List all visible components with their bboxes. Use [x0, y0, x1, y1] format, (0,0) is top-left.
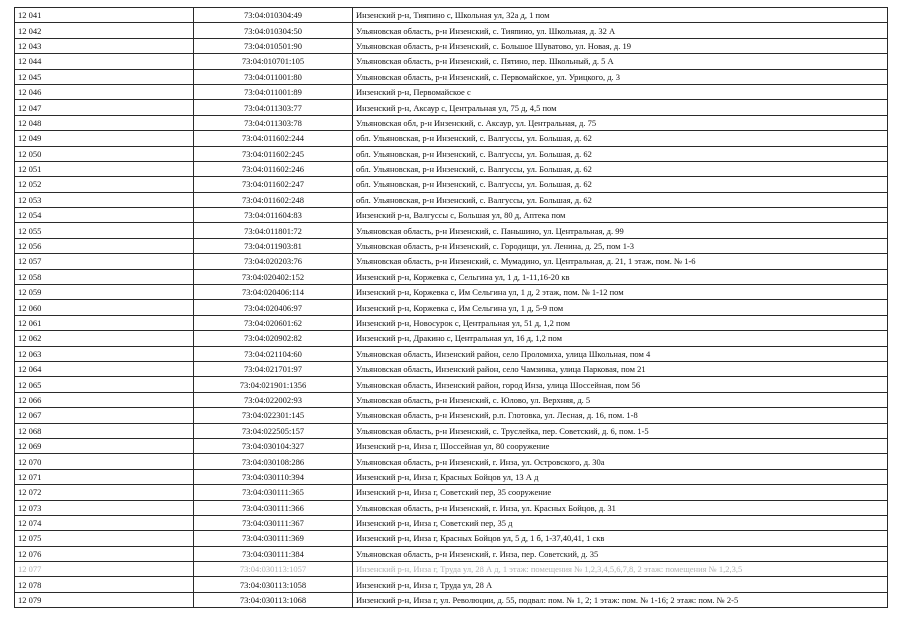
table-row — [15, 146, 888, 161]
cadastral-number-cell: 73:04:011602:248 — [194, 192, 353, 207]
row-number-cell: 12 055 — [15, 223, 194, 238]
cadastral-number-cell: 73:04:011602:246 — [194, 161, 353, 176]
cadastral-number-cell: 73:04:030104:327 — [194, 438, 353, 453]
table-row — [15, 423, 888, 438]
address-cell: Ульяновская область, р-н Инзенский, с. Труслейка, пер. Советский, д. 6, пом. 1-5 — [353, 423, 888, 438]
address-cell: Ульяновская область, р-н Инзенский, с. Мумадино, ул. Центральная, д. 21, 1 этаж, пом. № 1-6 — [353, 254, 888, 269]
cadastral-number-cell: 73:04:030111:365 — [194, 485, 353, 500]
cadastral-number-cell: 73:04:020203:76 — [194, 254, 353, 269]
address-cell: Инзенский р-н, Аксаур с, Центральная ул, 75 д, 4,5 пом — [353, 100, 888, 115]
address-cell: Ульяновская область, Инзенский район, село Проломиха, улица Школьная, пом 4 — [353, 346, 888, 361]
row-number-cell: 12 068 — [15, 423, 194, 438]
table-row — [15, 115, 888, 130]
cadastral-number-cell: 73:04:010701:105 — [194, 54, 353, 69]
address-cell: Инзенский р-н, Инза г, ул. Революции, д. 55, подвал: пом. № 1, 2; 1 этаж: пом. № 1-16; 2 этаж: пом. № 2-5 — [353, 592, 888, 607]
row-number-cell: 12 051 — [15, 161, 194, 176]
cadastral-number-cell: 73:04:011001:89 — [194, 84, 353, 99]
address-cell: обл. Ульяновская, р-н Инзенский, с. Валгуссы, ул. Большая, д. 62 — [353, 146, 888, 161]
row-number-cell: 12 074 — [15, 515, 194, 530]
address-cell: Инзенский р-н, Инза г, Труда ул, 28 А — [353, 577, 888, 592]
row-number-cell: 12 061 — [15, 315, 194, 330]
table-row — [15, 177, 888, 192]
cadastral-number-cell: 73:04:030110:394 — [194, 469, 353, 484]
address-cell: Ульяновская область, р-н Инзенский, с. Большое Шуватово, ул. Новая, д. 19 — [353, 38, 888, 53]
cadastral-number-cell: 73:04:022505:157 — [194, 423, 353, 438]
table-row — [15, 531, 888, 546]
row-number-cell: 12 078 — [15, 577, 194, 592]
row-number-cell: 12 043 — [15, 38, 194, 53]
row-number-cell: 12 054 — [15, 208, 194, 223]
address-cell: Ульяновская область, р-н Инзенский, с. Паньшино, ул. Центральная, д. 99 — [353, 223, 888, 238]
table-row — [15, 562, 888, 577]
cadastral-number-cell: 73:04:021901:1356 — [194, 377, 353, 392]
address-cell: Инзенский р-н, Инза г, Красных Бойцов ул, 5 д, 1 б, 1-37,40,41, 1 скв — [353, 531, 888, 546]
address-cell: Инзенский р-н, Первомайское с — [353, 84, 888, 99]
table-row — [15, 69, 888, 84]
row-number-cell: 12 047 — [15, 100, 194, 115]
table-row — [15, 546, 888, 561]
address-cell: Инзенский р-н, Коржевка с, Сельгина ул, 1 д, 1-11,16-20 кв — [353, 269, 888, 284]
cadastral-number-cell: 73:04:021104:60 — [194, 346, 353, 361]
row-number-cell: 12 064 — [15, 361, 194, 376]
row-number-cell: 12 050 — [15, 146, 194, 161]
address-cell: Ульяновская область, р-н Инзенский, с. Городищи, ул. Ленина, д. 25, пом 1-3 — [353, 238, 888, 253]
cadastral-number-cell: 73:04:030111:369 — [194, 531, 353, 546]
address-cell: Ульяновская область, р-н Инзенский, с. Первомайское, ул. Урицкого, д. 3 — [353, 69, 888, 84]
table-row — [15, 469, 888, 484]
row-number-cell: 12 060 — [15, 300, 194, 315]
row-number-cell: 12 067 — [15, 408, 194, 423]
table-row — [15, 346, 888, 361]
cadastral-number-cell: 73:04:011602:244 — [194, 131, 353, 146]
cadastral-number-cell: 73:04:011602:247 — [194, 177, 353, 192]
address-cell: Ульяновская область, р-н Инзенский, с. Юлово, ул. Верхняя, д. 5 — [353, 392, 888, 407]
address-cell: Инзенский р-н, Дракино с, Центральная ул, 16 д, 1,2 пом — [353, 331, 888, 346]
address-cell: Ульяновская область, р-н Инзенский, с. Тияпино, ул. Школьная, д. 32 А — [353, 23, 888, 38]
cadastral-number-cell: 73:04:011303:77 — [194, 100, 353, 115]
cadastral-number-cell: 73:04:010304:49 — [194, 8, 353, 23]
cadastral-number-cell: 73:04:011303:78 — [194, 115, 353, 130]
cadastral-number-cell: 73:04:011001:80 — [194, 69, 353, 84]
cadastral-number-cell: 73:04:030111:366 — [194, 500, 353, 515]
table-row — [15, 238, 888, 253]
row-number-cell: 12 053 — [15, 192, 194, 207]
cadastral-number-cell: 73:04:022301:145 — [194, 408, 353, 423]
address-cell: Ульяновская область, р-н Инзенский, с. Пятино, пер. Школьный, д. 5 А — [353, 54, 888, 69]
cadastral-number-cell: 73:04:020406:97 — [194, 300, 353, 315]
row-number-cell: 12 071 — [15, 469, 194, 484]
address-cell: Инзенский р-н, Коржевка с, Им Сельгина ул, 1 д, 5-9 пом — [353, 300, 888, 315]
address-cell: Ульяновская обл, р-н Инзенский, с. Аксаур, ул. Центральная, д. 75 — [353, 115, 888, 130]
address-cell: Ульяновская область, р-н Инзенский, г. Инза, ул. Островского, д. 30а — [353, 454, 888, 469]
table-row — [15, 592, 888, 607]
cadastral-number-cell: 73:04:021701:97 — [194, 361, 353, 376]
row-number-cell: 12 079 — [15, 592, 194, 607]
table-row — [15, 131, 888, 146]
row-number-cell: 12 070 — [15, 454, 194, 469]
row-number-cell: 12 075 — [15, 531, 194, 546]
cadastral-number-cell: 73:04:020402:152 — [194, 269, 353, 284]
cadastral-number-cell: 73:04:011903:81 — [194, 238, 353, 253]
cadastral-number-cell: 73:04:010304:50 — [194, 23, 353, 38]
row-number-cell: 12 073 — [15, 500, 194, 515]
address-cell: Инзенский р-н, Инза г, Труда ул, 28 А д, 1 этаж: помещения № 1,2,3,4,5,6,7,8, 2 этаж: помещения № 1,2,3,5 — [353, 562, 888, 577]
table-row — [15, 84, 888, 99]
registry-table — [14, 7, 888, 608]
row-number-cell: 12 042 — [15, 23, 194, 38]
address-cell: Инзенский р-н, Новосурок с, Центральная ул, 51 д, 1,2 пом — [353, 315, 888, 330]
table-row — [15, 254, 888, 269]
row-number-cell: 12 049 — [15, 131, 194, 146]
address-cell: Инзенский р-н, Инза г, Советский пер, 35 сооружение — [353, 485, 888, 500]
address-cell: обл. Ульяновская, р-н Инзенский, с. Валгуссы, ул. Большая, д. 62 — [353, 192, 888, 207]
row-number-cell: 12 056 — [15, 238, 194, 253]
row-number-cell: 12 063 — [15, 346, 194, 361]
table-row — [15, 331, 888, 346]
row-number-cell: 12 077 — [15, 562, 194, 577]
address-cell: Инзенский р-н, Инза г, Красных Бойцов ул, 13 А д — [353, 469, 888, 484]
table-row — [15, 192, 888, 207]
table-row — [15, 392, 888, 407]
address-cell: Инзенский р-н, Коржевка с, Им Сельгина ул, 1 д, 2 этаж, пом. № 1-12 пом — [353, 285, 888, 300]
address-cell: обл. Ульяновская, р-н Инзенский, с. Валгуссы, ул. Большая, д. 62 — [353, 161, 888, 176]
registry-table-body — [15, 8, 888, 608]
table-row — [15, 269, 888, 284]
address-cell: Инзенский р-н, Валгуссы с, Большая ул, 80 д, Аптека пом — [353, 208, 888, 223]
table-row — [15, 500, 888, 515]
table-row — [15, 54, 888, 69]
table-row — [15, 408, 888, 423]
row-number-cell: 12 062 — [15, 331, 194, 346]
table-row — [15, 161, 888, 176]
row-number-cell: 12 065 — [15, 377, 194, 392]
address-cell: Ульяновская область, р-н Инзенский, г. Инза, ул. Красных Бойцов, д. 31 — [353, 500, 888, 515]
cadastral-number-cell: 73:04:030113:1058 — [194, 577, 353, 592]
address-cell: Ульяновская область, р-н Инзенский, г. Инза, пер. Советский, д. 35 — [353, 546, 888, 561]
address-cell: Инзенский р-н, Инза г, Шоссейная ул, 80 сооружение — [353, 438, 888, 453]
row-number-cell: 12 057 — [15, 254, 194, 269]
cadastral-number-cell: 73:04:011604:83 — [194, 208, 353, 223]
address-cell: Инзенский р-н, Инза г, Советский пер, 35 д — [353, 515, 888, 530]
row-number-cell: 12 076 — [15, 546, 194, 561]
table-row — [15, 515, 888, 530]
table-row — [15, 8, 888, 23]
row-number-cell: 12 044 — [15, 54, 194, 69]
cadastral-number-cell: 73:04:010501:90 — [194, 38, 353, 53]
cadastral-number-cell: 73:04:030111:384 — [194, 546, 353, 561]
row-number-cell: 12 069 — [15, 438, 194, 453]
row-number-cell: 12 052 — [15, 177, 194, 192]
cadastral-number-cell: 73:04:011602:245 — [194, 146, 353, 161]
row-number-cell: 12 058 — [15, 269, 194, 284]
row-number-cell: 12 066 — [15, 392, 194, 407]
table-row — [15, 285, 888, 300]
address-cell: Инзенский р-н, Тияпино с, Школьная ул, 32а д, 1 пом — [353, 8, 888, 23]
row-number-cell: 12 041 — [15, 8, 194, 23]
address-cell: Ульяновская область, Инзенский район, город Инза, улица Шоссейная, пом 56 — [353, 377, 888, 392]
cadastral-number-cell: 73:04:030111:367 — [194, 515, 353, 530]
cadastral-number-cell: 73:04:030113:1057 — [194, 562, 353, 577]
table-row — [15, 38, 888, 53]
address-cell: обл. Ульяновская, р-н Инзенский, с. Валгуссы, ул. Большая, д. 62 — [353, 131, 888, 146]
row-number-cell: 12 048 — [15, 115, 194, 130]
table-row — [15, 23, 888, 38]
row-number-cell: 12 046 — [15, 84, 194, 99]
table-row — [15, 377, 888, 392]
cadastral-number-cell: 73:04:020902:82 — [194, 331, 353, 346]
cadastral-number-cell: 73:04:011801:72 — [194, 223, 353, 238]
table-row — [15, 300, 888, 315]
table-row — [15, 485, 888, 500]
table-row — [15, 577, 888, 592]
cadastral-number-cell: 73:04:030113:1068 — [194, 592, 353, 607]
table-row — [15, 315, 888, 330]
cadastral-number-cell: 73:04:022002:93 — [194, 392, 353, 407]
table-row — [15, 223, 888, 238]
cadastral-number-cell: 73:04:020601:62 — [194, 315, 353, 330]
row-number-cell: 12 072 — [15, 485, 194, 500]
table-row — [15, 361, 888, 376]
row-number-cell: 12 059 — [15, 285, 194, 300]
cadastral-number-cell: 73:04:030108:286 — [194, 454, 353, 469]
cadastral-number-cell: 73:04:020406:114 — [194, 285, 353, 300]
row-number-cell: 12 045 — [15, 69, 194, 84]
address-cell: Ульяновская область, р-н Инзенский, р.п. Глотовка, ул. Лесная, д. 16, пом. 1-8 — [353, 408, 888, 423]
table-row — [15, 438, 888, 453]
address-cell: обл. Ульяновская, р-н Инзенский, с. Валгуссы, ул. Большая, д. 62 — [353, 177, 888, 192]
table-row — [15, 208, 888, 223]
table-row — [15, 454, 888, 469]
address-cell: Ульяновская область, Инзенский район, село Чамзинка, улица Парковая, пом 21 — [353, 361, 888, 376]
table-row — [15, 100, 888, 115]
